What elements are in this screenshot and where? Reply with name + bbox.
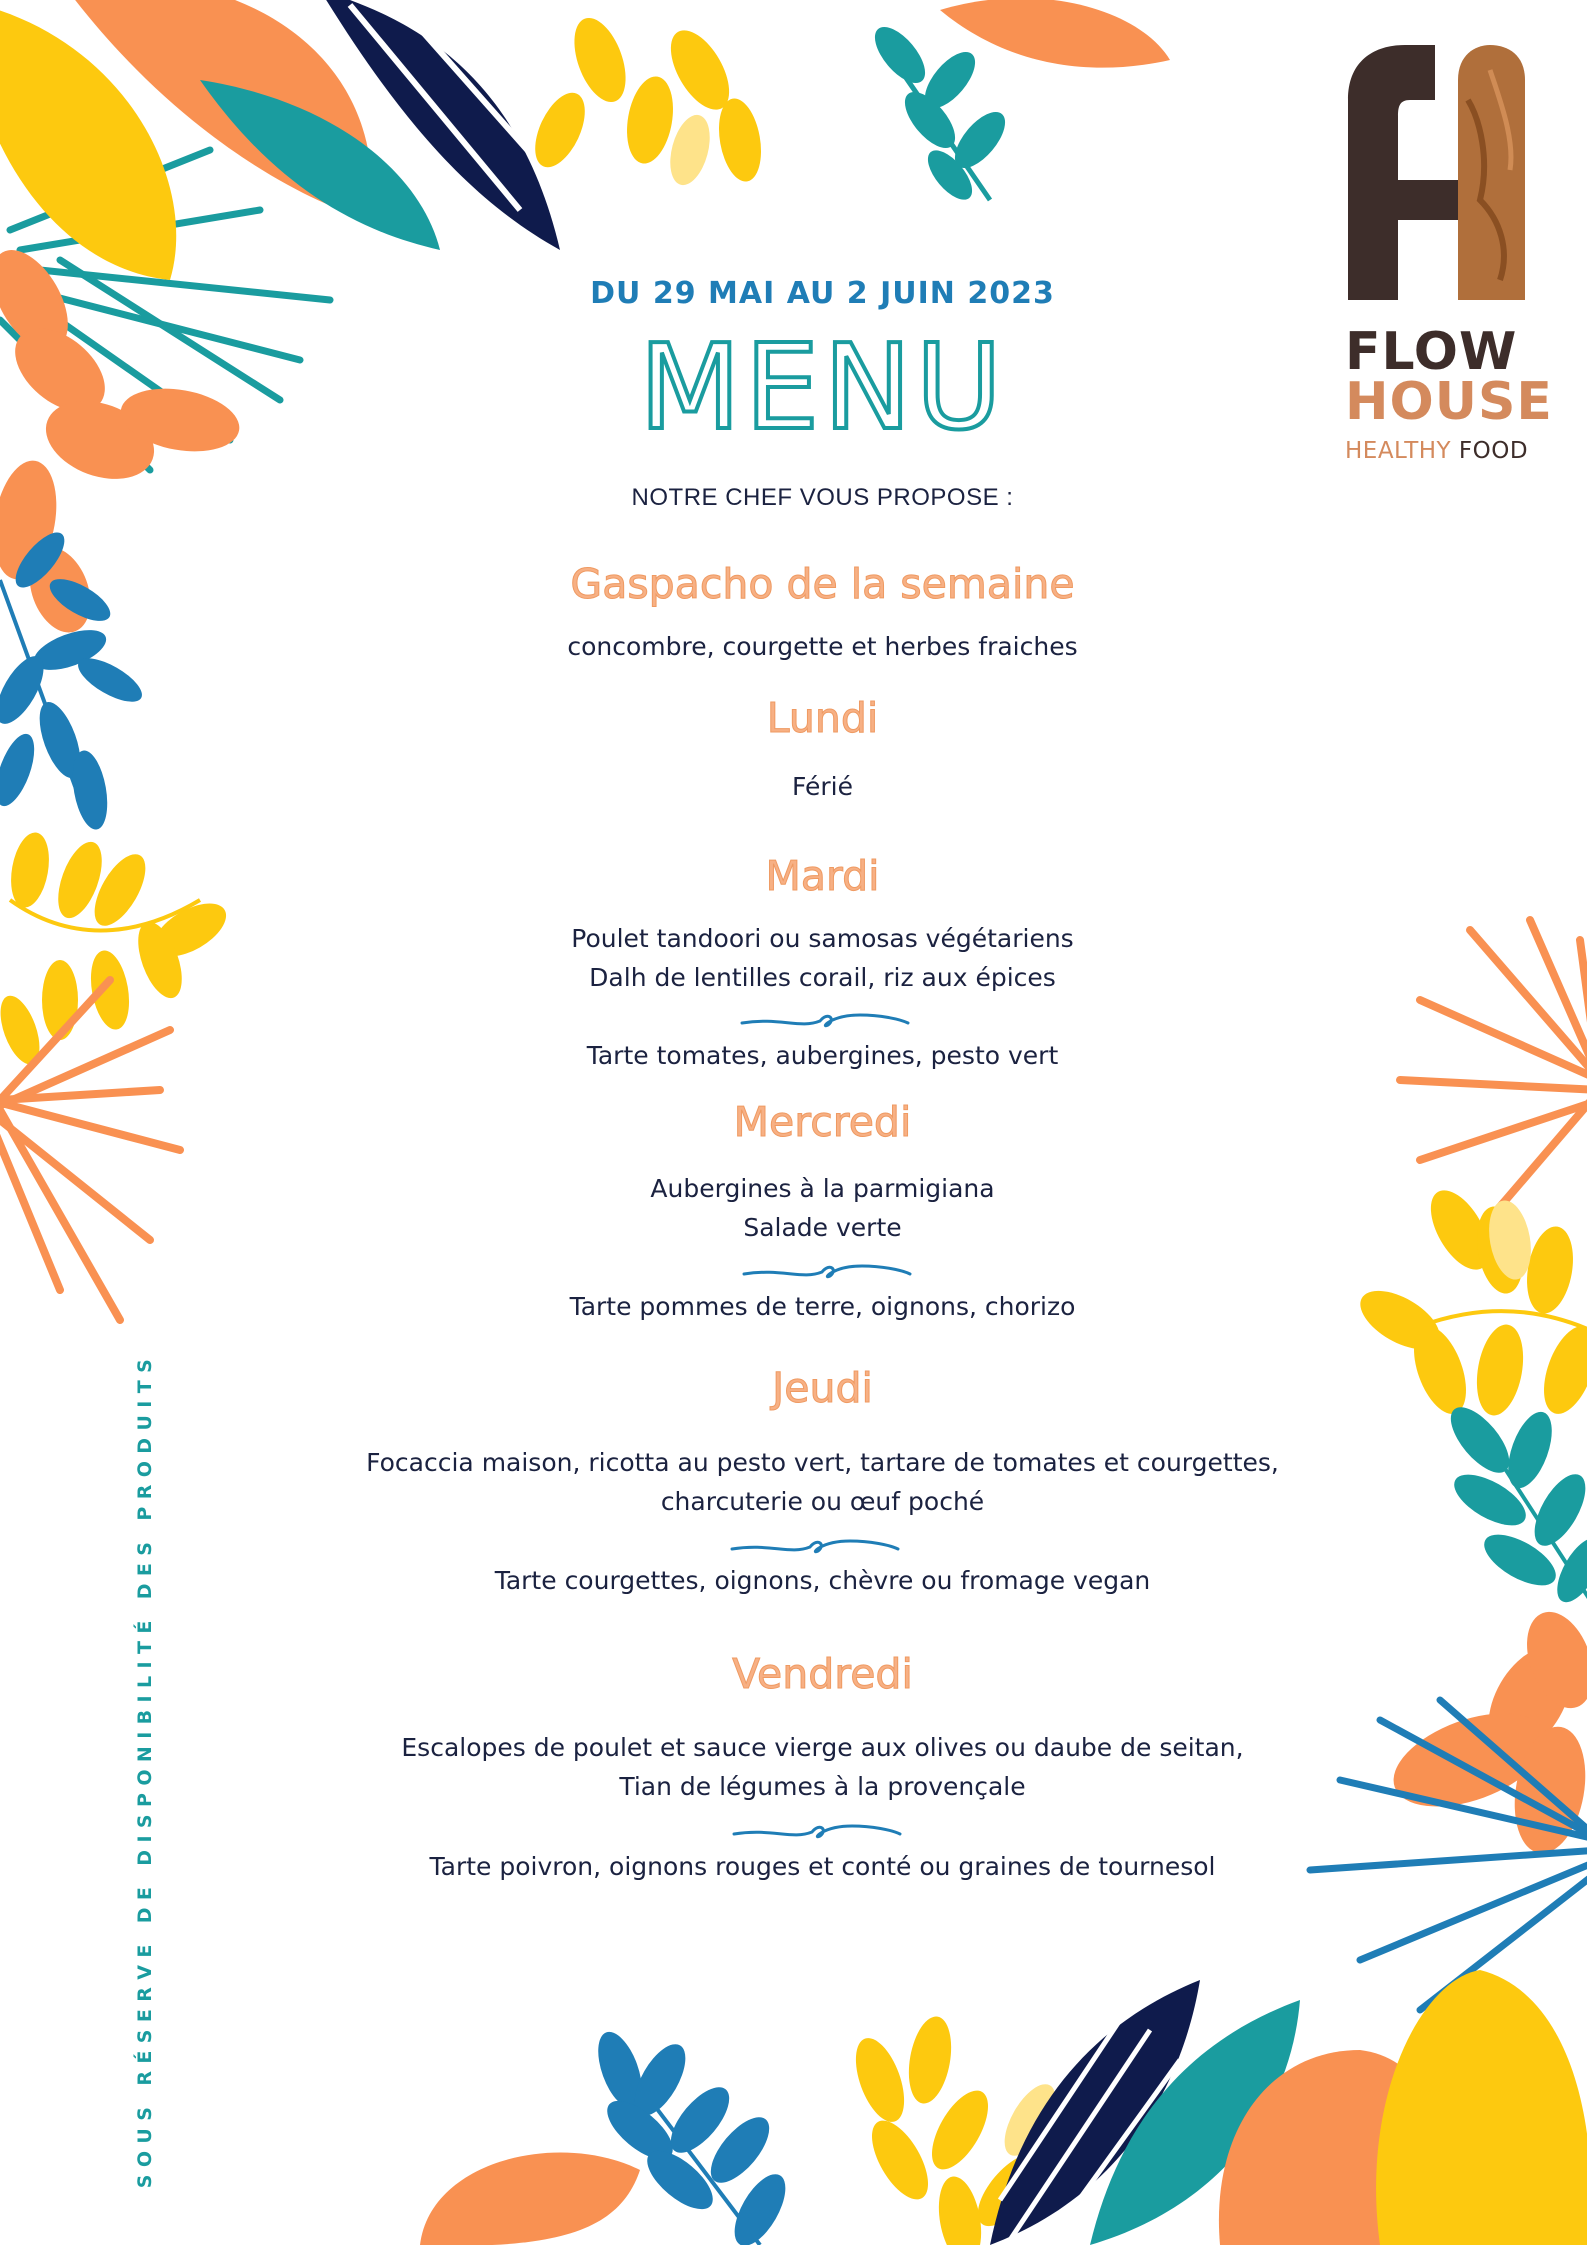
logo-f-shape <box>1348 45 1450 300</box>
mardi-extra: Tarte tomates, aubergines, pesto vert <box>586 1041 1059 1070</box>
section-heading-vendredi: Vendredi <box>732 1650 913 1698</box>
vendredi-extra: Tarte poivron, oignons rouges et conté ou graines de tournesol <box>429 1852 1216 1881</box>
squiggle-divider <box>740 1005 910 1035</box>
jeudi-line-1: Focaccia maison, ricotta au pesto vert, tartare de tomates et courgettes, <box>366 1448 1279 1477</box>
squiggle-divider <box>725 1531 905 1561</box>
availability-note: SOUS RÉSERVE DE DISPONIBILITÉ DES PRODUITS <box>134 1351 156 2189</box>
jeudi-extra: Tarte courgettes, oignons, chèvre ou fromage vegan <box>494 1566 1151 1595</box>
section-heading-mercredi: Mercredi <box>733 1098 912 1146</box>
leaf-cluster-right <box>1310 920 1587 2010</box>
date-range: DU 29 MAI AU 2 JUIN 2023 <box>590 276 1055 311</box>
mercredi-extra: Tarte pommes de terre, oignons, chorizo <box>569 1292 1076 1321</box>
jeudi-line-2: charcuterie ou œuf poché <box>660 1487 985 1516</box>
section-heading-mardi: Mardi <box>765 852 880 900</box>
vendredi-line-2: Tian de légumes à la provençale <box>619 1772 1026 1801</box>
logo-text-house: HOUSE <box>1345 372 1553 432</box>
section-heading-lundi: Lundi <box>766 694 879 742</box>
section-heading-gaspacho: Gaspacho de la semaine <box>570 560 1075 608</box>
mercredi-line-1: Aubergines à la parmigiana <box>650 1174 995 1203</box>
mercredi-line-2: Salade verte <box>743 1213 902 1242</box>
section-heading-jeudi: Jeudi <box>772 1364 873 1412</box>
mardi-line-2: Dalh de lentilles corail, riz aux épices <box>589 963 1056 992</box>
logo-tagline <box>1345 438 1528 464</box>
lundi-line-1: Férié <box>792 772 853 801</box>
gaspacho-line-1: concombre, courgette et herbes fraiches <box>567 632 1078 661</box>
logo-h-shape <box>1458 45 1525 300</box>
logo-tagline-food: FOOD <box>1458 438 1529 464</box>
leaf-cluster-bottom <box>420 1970 1587 2245</box>
logo-tagline-healthy: HEALTHY <box>1345 438 1452 464</box>
logo-text-flow: FLOW <box>1345 322 1518 382</box>
squiggle-divider <box>737 1256 917 1286</box>
vendredi-line-1: Escalopes de poulet et sauce vierge aux olives ou daube de seitan, <box>401 1733 1244 1762</box>
menu-title: MENU <box>638 318 1006 456</box>
mardi-line-1: Poulet tandoori ou samosas végétariens <box>571 924 1074 953</box>
chef-subtitle: NOTRE CHEF VOUS PROPOSE : <box>631 484 1014 511</box>
squiggle-divider <box>727 1816 907 1846</box>
